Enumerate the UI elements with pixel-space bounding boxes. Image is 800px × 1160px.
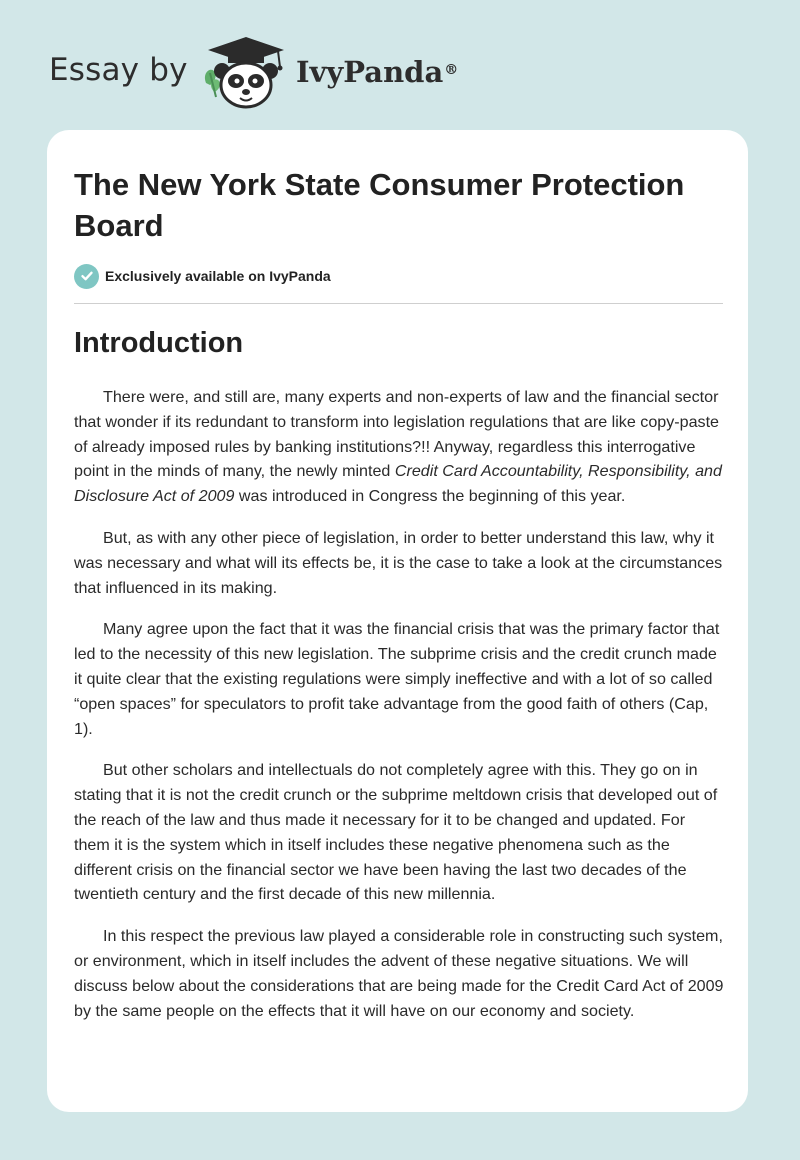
paragraph-2: But, as with any other piece of legislation, in order to better understand this law, why it was necessary and what will its effects be, it is the case to take a look at the circumstances that influenced in its making. — [74, 528, 723, 597]
registered-mark: ® — [444, 62, 459, 78]
paragraph-4: But other scholars and intellectuals do not completely agree with this. They go on in stating that it is not the credit crunch or the subprime meltdown crisis that developed out of the reach of the law and thus made it necessary for it to be changed and updated. For them it is the system which in itself includes these negative phenomena such as the different crisis on the financial sector we have been having the last two decades of the twentieth century and the first decade of this new millennia. — [74, 761, 718, 904]
article-body — [74, 385, 724, 1040]
check-circle-icon — [74, 264, 99, 289]
article-title: The New York State Consumer Protection Board — [74, 167, 685, 243]
divider — [74, 303, 723, 304]
exclusive-badge-label: Exclusively available on IvyPanda — [105, 268, 331, 284]
site-header — [0, 0, 800, 130]
brand-text: IvyPanda — [296, 55, 444, 89]
exclusive-badge — [74, 263, 331, 289]
paragraph-1-text-end: was introduced in Congress the beginning of this year. — [234, 487, 626, 506]
act-title-italic: Credit Card Accountability, Responsibility, and Disclosure Act of 2009 — [74, 462, 722, 506]
paragraph-3: Many agree upon the fact that it was the financial crisis that was the primary factor that led to the necessity of this new legislation. The subprime crisis and the credit crunch made it quite clear that the existing regulations were simply ineffective and with a lot of so called “open spaces” for speculators to profit take advantage from the good faith of others (Cap, 1). — [74, 620, 720, 738]
panda-graduate-icon[interactable] — [200, 33, 292, 111]
article-card — [47, 130, 748, 1112]
brand-name[interactable] — [296, 52, 458, 92]
paragraph-1 — [74, 385, 724, 509]
essay-by-label: Essay by — [49, 52, 188, 88]
paragraph-1-text: There were, and still are, many experts and non-experts of law and the financial sector that wonder if its redundant to transform into legislation regulations that are like copy-paste of already imposed rules by banking institutions?!! Anyway, regardless this interrogative point in the minds of many, the newly minted — [74, 388, 719, 481]
section-heading: Introduction — [74, 327, 244, 359]
paragraph-5: In this respect the previous law played a considerable role in constructing such system, or environment, which in itself includes the advent of these negative situations. We will discuss below about the considerations that are being made for the Credit Card Act of 2009 by the same people on the effects that it will have on our economy and society. — [74, 927, 724, 1020]
